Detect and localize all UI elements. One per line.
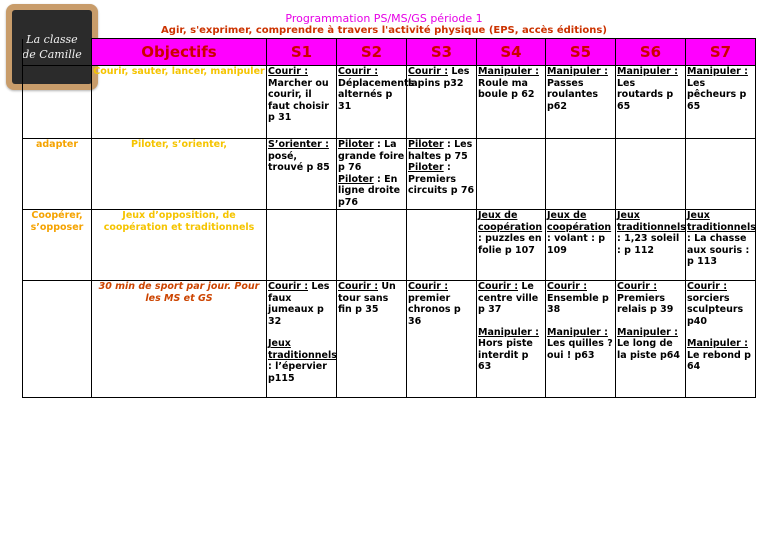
row-label: [23, 281, 92, 398]
week-header-s2: S2: [337, 39, 407, 66]
activity-title: : La chasse aux souris : p 113: [687, 233, 750, 267]
activity-cell: [546, 139, 616, 210]
activity-title: sorciers sculpteurs p40: [687, 292, 744, 327]
activity-title: Le long de la piste p64: [617, 338, 680, 361]
activity-domain: Piloter: [408, 162, 444, 173]
activity-domain: Piloter: [338, 173, 374, 185]
activity-title: Ensemble p 38: [547, 292, 609, 315]
activity-cell: [267, 66, 337, 139]
objective-cell: Jeux d’opposition, de coopération et traditionnels: [92, 210, 267, 281]
activity-domain: Jeux traditionnels: [617, 210, 686, 233]
activity-cell: [267, 281, 337, 398]
activity-cell: [407, 66, 477, 139]
table-row: [23, 139, 756, 210]
activity-domain: Courir :: [408, 281, 448, 292]
table-row: [23, 210, 756, 281]
activity-domain: Courir :: [687, 281, 727, 292]
activity-domain: Courir :: [268, 281, 308, 292]
activity-title: : En ligne droite p76: [338, 173, 401, 208]
activity-domain: Manipuler :: [478, 326, 539, 338]
activity-domain: Courir :: [268, 66, 308, 77]
activity-domain: Courir :: [478, 281, 518, 292]
activity-domain: Manipuler :: [547, 66, 608, 77]
logo-line-1: La classe: [26, 33, 78, 46]
activity-title: : 1,23 soleil : p 112: [617, 233, 680, 256]
cell-spacer: [547, 316, 614, 327]
objective-cell: Courir, sauter, lancer, manipuler: [92, 66, 267, 139]
activity-cell: [686, 210, 756, 281]
objective-cell: Piloter, s’orienter,: [92, 139, 267, 210]
activity-title: Les routards p 65: [617, 77, 674, 112]
activity-cell: [477, 281, 546, 398]
table-row: [23, 281, 756, 398]
header-blank-cell: [23, 39, 92, 66]
activity-domain: Manipuler :: [687, 338, 748, 349]
week-header-s1: S1: [267, 39, 337, 66]
table-row: [23, 66, 756, 139]
activity-cell: [337, 66, 415, 139]
activity-title: premier chronos p 36: [408, 292, 461, 327]
activity-title: Un tour sans fin p 35: [338, 281, 396, 315]
activity-cell: [686, 281, 756, 398]
activity-domain: Courir :: [408, 66, 448, 77]
activity-title: Déplacements alternés p 31: [338, 77, 415, 112]
activity-cell: [546, 281, 616, 398]
activity-title: Les quilles ? oui ! p63: [547, 338, 613, 361]
activity-title: Le rebond p 64: [687, 349, 751, 372]
header-row: [23, 39, 756, 66]
activity-cell: [407, 281, 477, 398]
activity-domain: Courir :: [617, 281, 657, 292]
week-header-s6: S6: [616, 39, 686, 66]
activity-domain: Courir :: [338, 281, 378, 292]
activity-title: Roule ma boule p 62: [478, 77, 535, 100]
activity-cell: [477, 139, 546, 210]
activity-title: Hors piste interdit p 63: [478, 338, 533, 372]
week-header-s5: S5: [546, 39, 616, 66]
row-label: [23, 66, 92, 139]
activity-cell: [686, 66, 756, 139]
activity-title: Les pêcheurs p 65: [687, 77, 747, 112]
activity-domain: Piloter: [338, 139, 374, 150]
activity-title: : puzzles en folie p 107: [478, 233, 542, 256]
logo-line-2: de Camille: [22, 48, 82, 61]
activity-domain: Jeux de coopération: [478, 210, 543, 233]
programmation-table: [22, 38, 756, 398]
page-subtitle: Agir, s'exprimer, comprendre à travers l'activité physique (EPS, accès éditions): [161, 25, 607, 36]
activity-title: : l’épervier p115: [268, 361, 327, 384]
activity-cell: [267, 210, 337, 281]
activity-title: Passes roulantes p62: [547, 77, 599, 112]
activity-title: posé, trouvé p 85: [268, 150, 330, 173]
activity-title: Le centre ville p 37: [478, 281, 539, 315]
activity-domain: Manipuler :: [617, 66, 678, 77]
activity-domain: Courir :: [547, 281, 587, 292]
objective-cell: 30 min de sport par jour. Pour les MS et GS: [92, 281, 267, 398]
cell-spacer: [478, 316, 544, 327]
activity-cell: [477, 66, 546, 139]
activity-title: : volant : p 109: [547, 233, 606, 256]
activity-domain: Piloter: [408, 139, 444, 150]
cell-spacer: [268, 327, 335, 338]
activity-title: : La grande foire p 76: [338, 139, 405, 173]
activity-cell: [616, 139, 686, 210]
week-header-s4: S4: [477, 39, 546, 66]
activity-title: : Premiers circuits p 76: [408, 162, 475, 196]
activity-cell: [267, 139, 337, 210]
cell-spacer: [687, 327, 754, 338]
activity-domain: Manipuler :: [617, 326, 678, 338]
activity-domain: Jeux de coopération: [547, 210, 612, 233]
page-title: Programmation PS/MS/GS période 1: [285, 12, 483, 25]
activity-domain: Manipuler :: [478, 66, 539, 77]
week-header-s3: S3: [407, 39, 477, 66]
activity-cell: [477, 210, 546, 281]
activity-domain: Jeux traditionnels: [268, 338, 337, 361]
objectifs-header: Objectifs: [92, 39, 267, 66]
activity-domain: S’orienter :: [268, 139, 329, 150]
activity-domain: Manipuler :: [547, 326, 608, 338]
activity-cell: [407, 210, 477, 281]
activity-cell: [407, 139, 477, 210]
activity-title: Marcher ou courir, il faut choisir p 31: [268, 77, 329, 123]
activity-domain: Courir :: [338, 66, 378, 77]
activity-cell: [546, 66, 616, 139]
cell-spacer: [617, 316, 684, 327]
activity-title: Les lapins p32: [408, 66, 470, 89]
activity-cell: [546, 210, 616, 281]
row-label: adapter: [23, 139, 92, 210]
activity-domain: Jeux traditionnels: [687, 210, 756, 233]
activity-title: Premiers relais p 39: [617, 292, 674, 315]
activity-cell: [686, 139, 756, 210]
activity-title: Les faux jumeaux p 32: [268, 281, 330, 327]
activity-title: : Les haltes p 75: [408, 139, 473, 162]
activity-cell: [337, 139, 407, 210]
activity-cell: [616, 210, 686, 281]
activity-cell: [337, 210, 407, 281]
activity-domain: Manipuler :: [687, 66, 748, 77]
activity-cell: [337, 281, 407, 398]
activity-cell: [616, 281, 686, 398]
activity-cell: [616, 66, 686, 139]
week-header-s7: S7: [686, 39, 756, 66]
row-label: Coopérer, s’opposer: [23, 210, 92, 281]
